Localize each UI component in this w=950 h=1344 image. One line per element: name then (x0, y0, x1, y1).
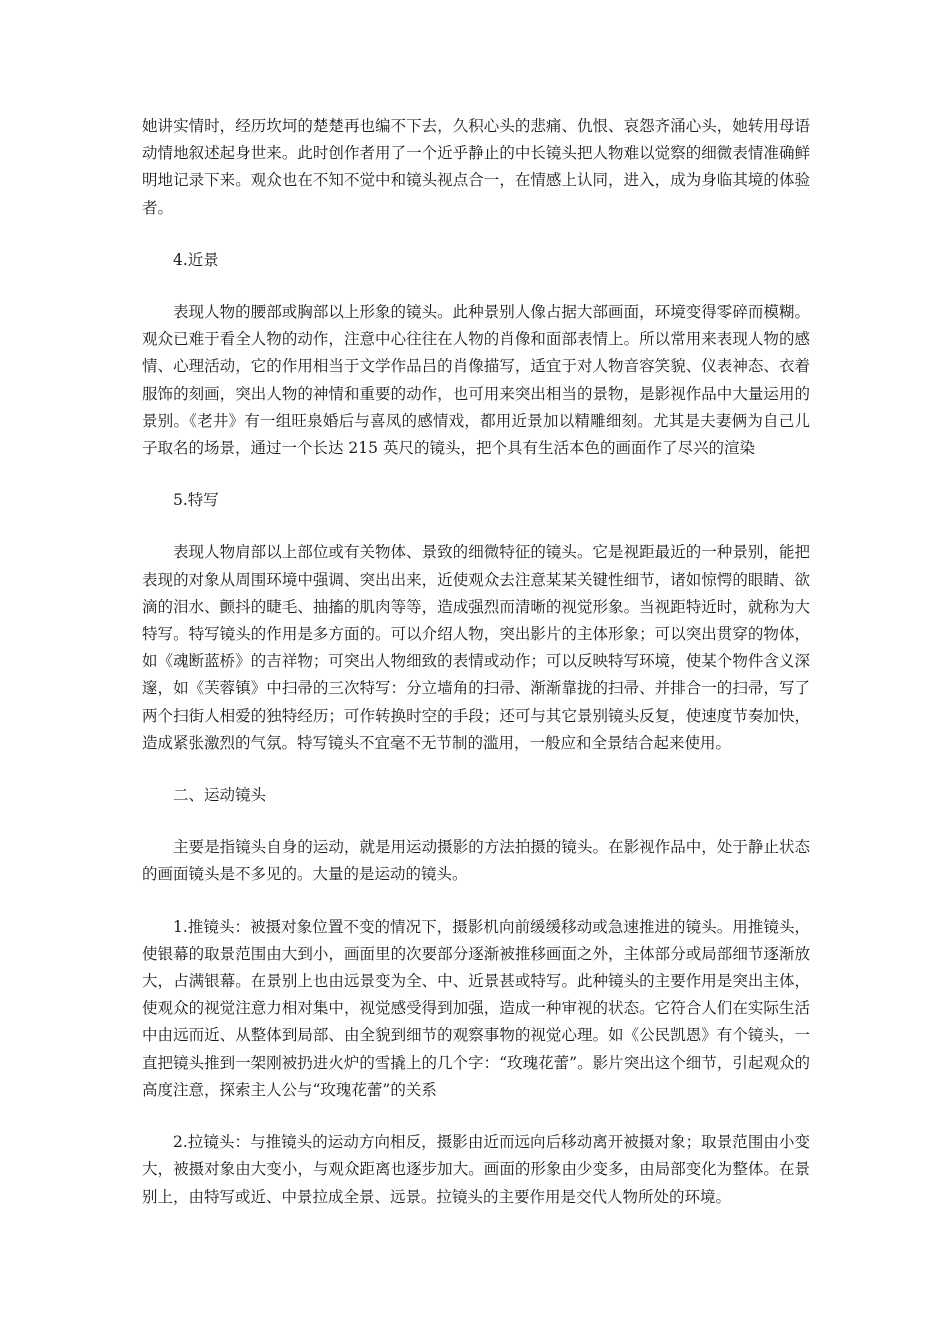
paragraph-close-up: 表现人物肩部以上部位或有关物体、景致的细微特征的镜头。它是视距最近的一种景别，能把表现的对象从周围环境中强调、突出出来，近使观众去注意某某关键性细节，诸如惊愕的眼睛、欲滴的泪水、颤抖的睫毛、抽搐的肌肉等等，造成强烈而清晰的视觉形象。当视距特近时，就称为大特写。特写镜头的作用是多方面的。可以介绍人物，突出影片的主体形象；可以突出贯穿的物体，如《魂断蓝桥》的吉祥物；可突出人物细致的表情或动作；可以反映特写环境，使某个物件含义深邃，如《芙蓉镇》中扫帚的三次特写：分立墙角的扫帚、渐渐靠拢的扫帚、并排合一的扫帚，写了两个扫街人相爱的独特经历；可作转换时空的手段；还可与其它景别镜头反复，使速度节奏加快，造成紧张激烈的气氛。特写镜头不宜毫不无节制的滥用，一般应和全景结合起来使用。 (142, 543, 810, 752)
section-heading-motion-shots: 二、运动镜头 (173, 786, 267, 805)
paragraph-continued: 她讲实情时，经历坎坷的楚楚再也编不下去，久积心头的悲痛、仇恨、哀怨齐涌心头，她转用母语动情地叙述起身世来。此时创作者用了一个近乎静止的中长镜头把人物难以觉察的细微表情准确鲜明地记录下来。观众也在不知不觉中和镜头视点合一，在情感上认同，进入，成为身临其境的体验者。 (142, 117, 810, 217)
paragraph-pull-shot: 2.拉镜头：与推镜头的运动方向相反，摄影由近而远向后移动离开被摄对象；取景范围由小变大，被摄对象由大变小，与观众距离也逐步加大。画面的形象由少变多，由局部变化为整体。在景别上，由特写或近、中景拉成全景、远景。拉镜头的主要作用是交代人物所处的环境。 (142, 1133, 810, 1206)
document-body (142, 113, 810, 1236)
paragraph-medium-close-shot: 表现人物的腰部或胸部以上形象的镜头。此种景别人像占据大部画面，环境变得零碎而模糊。观众已难于看全人物的动作，注意中心往往在人物的肖像和面部表情上。所以常用来表现人物的感情、心理活动，它的作用相当于文学作品吕的肖像描写，适宜于对人物音容笑貌、仪表神态、衣着服饰的刻画，突出人物的神情和重要的动作，也可用来突出相当的景物，是影视作品中大量运用的景别。《老井》有一组旺泉婚后与喜凤的感情戏，都用近景加以精雕细刻。尤其是夫妻俩为自己儿子取名的场景，通过一个长达 215 英尺的镜头，把个具有生活本色的画面作了尽兴的渲染 (142, 303, 810, 458)
paragraph-push-shot: 1.推镜头：被摄对象位置不变的情况下，摄影机向前缓缓移动或急速推进的镜头。用推镜头，使银幕的取景范围由大到小，画面里的次要部分逐渐被推移画面之外，主体部分或局部细节逐渐放大，占满银幕。在景别上也由远景变为全、中、近景甚或特写。此种镜头的主要作用是突出主体，使观众的视觉注意力相对集中，视觉感受得到加强，造成一种审视的状态。它符合人们在实际生活中由远而近、从整体到局部、由全貌到细节的观察事物的视觉心理。如《公民凯恩》有个镜头，一直把镜头推到一架刚被扔进火炉的雪撬上的几个字：“玫瑰花蕾”。影片突出这个细节，引起观众的高度注意，探索主人公与“玫瑰花蕾”的关系 (142, 917, 810, 1099)
section-heading-close-up-medium: 4.近景 (173, 250, 219, 269)
paragraph-motion-shots-intro: 主要是指镜头自身的运动，就是用运动摄影的方法拍摄的镜头。在影视作品中，处于静止状态的画面镜头是不多见的。大量的是运动的镜头。 (142, 838, 810, 884)
section-heading-close-up: 5.特写 (173, 491, 219, 510)
